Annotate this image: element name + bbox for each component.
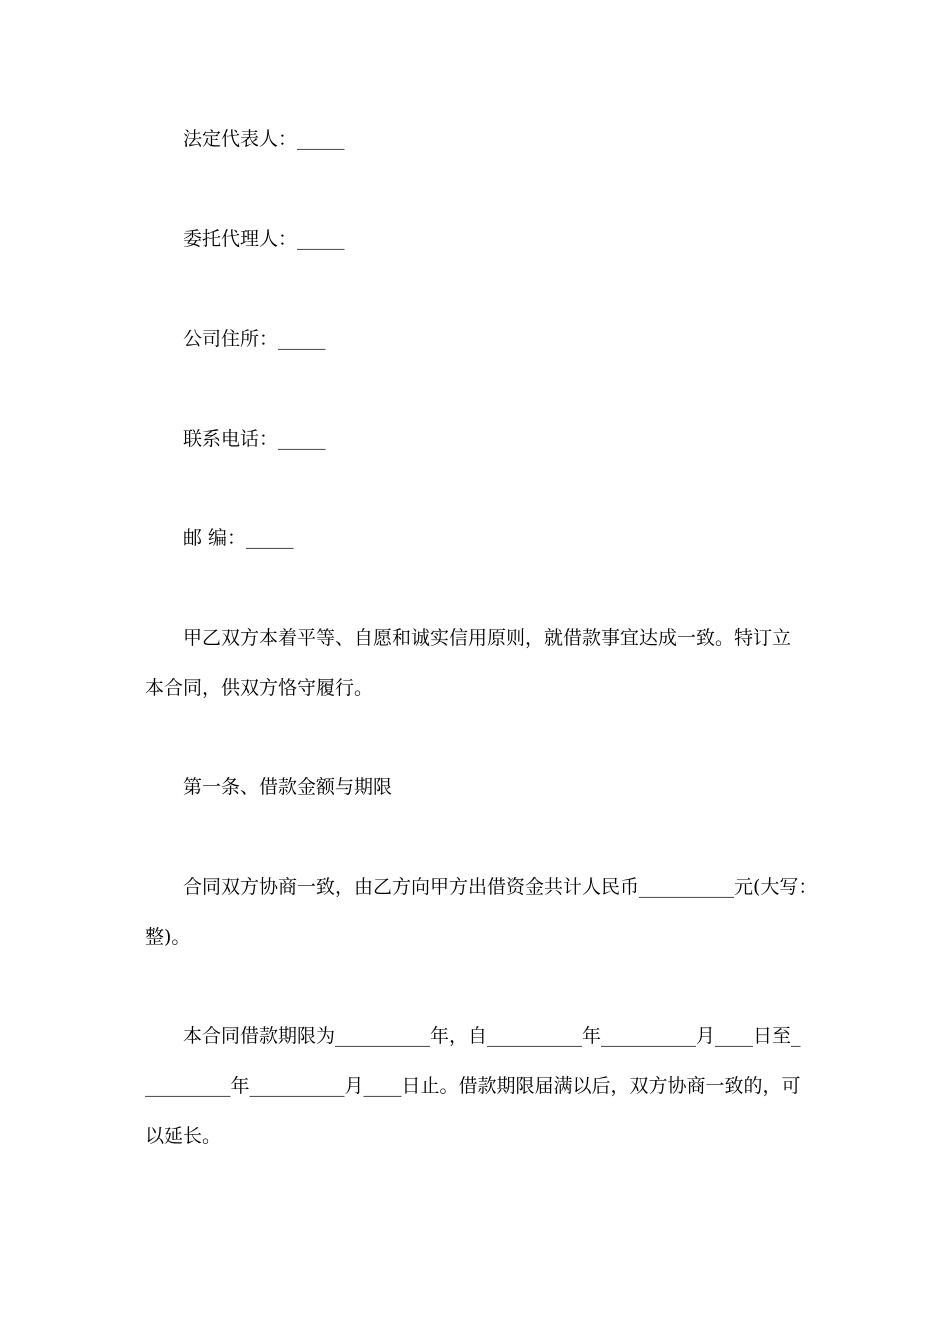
intro-paragraph-line-2: 本合同，供双方恪守履行。 <box>145 677 374 699</box>
article-1-para-2-line-3: 以延长。 <box>145 1125 222 1147</box>
article-1-para-1-line-1: 合同双方协商一致，由乙方向甲方出借资金共计人民币__________元(大写： <box>183 876 818 898</box>
intro-paragraph-line-1: 甲乙双方本着平等、自愿和诚实信用原则，就借款事宜达成一致。特订立 <box>183 627 792 649</box>
article-1-para-2-line-1: 本合同借款期限为__________年，自__________年__________月____日至_ <box>183 1025 801 1047</box>
legal-representative-field: 法定代表人：_____ <box>183 128 345 150</box>
contact-phone-field: 联系电话：_____ <box>183 428 326 450</box>
company-address-field: 公司住所：_____ <box>183 328 326 350</box>
authorized-agent-field: 委托代理人：_____ <box>183 228 345 250</box>
article-1-title: 第一条、借款金额与期限 <box>183 776 393 798</box>
article-1-para-2-line-2: _________年__________月____日止。借款期限届满以后，双方协商一致的，可 <box>145 1075 801 1097</box>
article-1-para-1-line-2: 整)。 <box>145 926 191 948</box>
postal-code-field: 邮 编：_____ <box>183 527 294 549</box>
